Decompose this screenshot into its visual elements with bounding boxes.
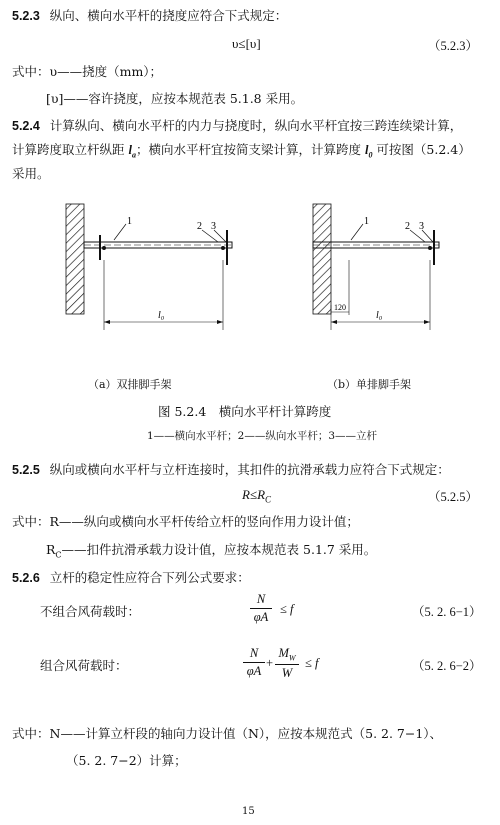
section-5-2-6-heading <box>12 568 250 586</box>
section-5-2-5-heading <box>12 460 450 478</box>
section-text: 立杆的稳定性应符合下列公式要求： <box>49 570 250 585</box>
figure-title: 图 5.2.4 横向水平杆计算跨度 <box>158 404 332 419</box>
where-line: $R_C——$扣件抗滑承载力设计值，应按本规范表 5.1.7 采用。 <box>46 542 377 560</box>
label-2: 2 <box>405 221 410 232</box>
fraction-n-over-phia <box>250 592 272 625</box>
span-label: l₀ <box>376 310 383 321</box>
section-number: 5.2.4 <box>12 119 40 133</box>
caption-a: （a）双排脚手架 <box>88 378 172 391</box>
formula-5-2-3: υ≤[υ] <box>232 36 261 51</box>
diagram-b <box>313 204 439 330</box>
section-5-2-4-line2: 计算跨度取立杆纵距 $l_a$；横向水平杆宜按简支梁计算，计算跨度 $l_0$ 可按图（5.2.4） <box>12 142 471 160</box>
label-2: 2 <box>197 221 202 232</box>
where-line: （5. 2. 7−2）计算； <box>66 753 187 768</box>
label-1: 1 <box>364 216 369 227</box>
label-1: 1 <box>127 216 132 227</box>
page-number: 15 <box>242 806 255 817</box>
numerator: N <box>249 646 259 660</box>
label-3: 3 <box>419 221 424 232</box>
case-no-wind: 不组合风荷载时： <box>40 604 141 619</box>
section-5-2-3-heading <box>12 6 287 24</box>
leq-f: ≤ f <box>280 602 294 616</box>
denominator: φA <box>246 664 262 678</box>
where-line: 式中：N——计算立杆段的轴向力设计值（N），应按本规范式（5. 2. 7−1）、 <box>12 726 443 741</box>
formula-5-2-5: $R\le R_C$ <box>242 487 272 505</box>
label-3: 3 <box>211 221 216 232</box>
equation-number: （5.2.3） <box>428 39 479 53</box>
section-number: 5.2.5 <box>12 463 40 477</box>
plus-sign: + <box>266 656 274 670</box>
section-text: 纵向或横向水平杆与立杆连接时，其扣件的抗滑承载力应符合下式规定： <box>49 462 450 477</box>
caption-b: （b）单排脚手架 <box>327 378 412 391</box>
section-number: 5.2.3 <box>12 9 40 23</box>
wall <box>66 204 84 314</box>
denominator: W <box>281 665 293 680</box>
dimension-120: 120 <box>334 303 346 312</box>
numerator: $M_W$ <box>278 646 296 663</box>
figure-legend: 1——横向水平杆；2——纵向水平杆；3——立杆 <box>147 430 378 442</box>
leq-f: ≤ f <box>305 656 319 670</box>
section-text: 计算纵向、横向水平杆的内力与挠度时，纵向水平杆宜按三跨连续梁计算， <box>49 118 463 133</box>
where-line: 式中：R——纵向或横向水平杆传给立杆的竖向作用力设计值； <box>12 514 359 529</box>
section-5-2-4-line1 <box>12 116 462 134</box>
equation-number: （5. 2. 6−2） <box>412 659 482 673</box>
case-with-wind: 组合风荷载时： <box>40 658 128 673</box>
wall <box>313 204 331 314</box>
diagram-a <box>66 204 232 330</box>
numerator: N <box>256 592 266 606</box>
where-line: [υ]——容许挠度，应按本规范表 5.1.8 采用。 <box>46 91 304 106</box>
equation-number: （5. 2. 6−1） <box>412 605 482 619</box>
section-text: 纵向、横向水平杆的挠度应符合下式规定： <box>49 8 288 23</box>
fraction-n-over-phia <box>243 646 265 679</box>
span-label: l₀ <box>158 310 165 321</box>
section-number: 5.2.6 <box>12 571 40 585</box>
equation-number: （5.2.5） <box>428 490 479 504</box>
denominator: φA <box>253 610 269 624</box>
where-line: 式中：υ——挠度（mm）； <box>12 64 163 79</box>
section-5-2-4-line3: 采用。 <box>12 166 50 181</box>
figure-5-2-4 <box>0 190 500 370</box>
fraction-mw-over-w <box>275 646 299 681</box>
